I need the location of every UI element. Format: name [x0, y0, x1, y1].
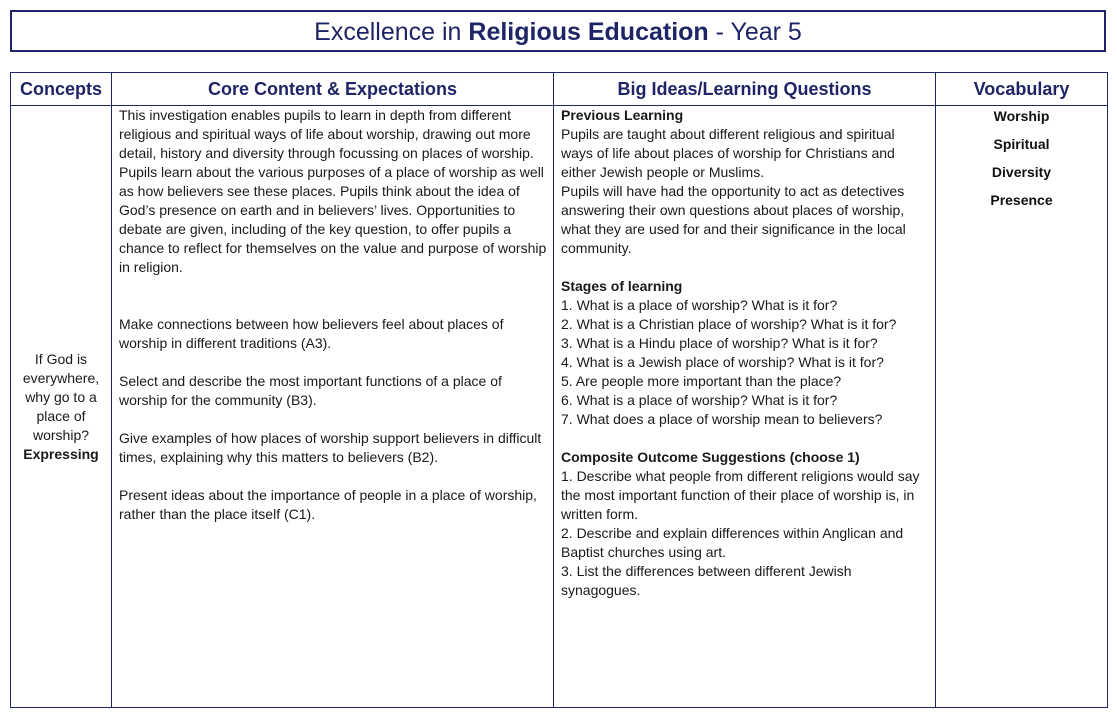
page-title: [10, 10, 1106, 52]
title-bold: Religious Education: [468, 18, 709, 46]
vocab-word: Spiritual: [993, 136, 1050, 152]
key-question: If God is everywhere, why go to a place of worship?: [22, 350, 100, 443]
list-item: 2. Describe and explain differences within Anglican and Baptist churches using art.: [561, 525, 904, 560]
previous-learning-text: Pupils will have had the opportunity to act as detectives answering their own questions about places of worship, what they are used for and their significance in the local community.: [561, 183, 906, 256]
header-core-content: Core Content & Expectations: [112, 73, 554, 106]
vocab-word: Diversity: [991, 164, 1052, 180]
core-content-cell: [112, 106, 554, 708]
header-row: [11, 73, 1108, 106]
core-intro: This investigation enables pupils to learn in depth from different religious and spiritual ways of life about worship, drawing out more detail, history and diversity through focussing on places of worship. Pupils learn about the various purposes of a place of worship as well as how believers see these places. Pupils think about the idea of God’s presence on earth and in believers’ lives. Opportunities to debate are given, including of the key question, to offer pupils a chance to reflect for themselves on the value and purpose of worship in religion.: [119, 107, 547, 275]
list-item: 4. What is a Jewish place of worship? What is it for?: [561, 354, 884, 370]
vocab-word: Presence: [990, 192, 1053, 208]
header-big-ideas: Big Ideas/Learning Questions: [554, 73, 936, 106]
composite-list: [561, 467, 929, 600]
list-item: 6. What is a place of worship? What is it for?: [561, 392, 838, 408]
title-suffix: - Year 5: [715, 18, 802, 46]
concepts-cell: [11, 106, 112, 708]
big-ideas-cell: [554, 106, 936, 708]
vocabulary-cell: [936, 106, 1108, 708]
expectation-item: Give examples of how places of worship support believers in difficult times, explaining why this matters to believers (B2).: [119, 430, 542, 465]
concept-label: Expressing: [23, 445, 99, 462]
composite-heading: Composite Outcome Suggestions (choose 1): [561, 449, 860, 465]
previous-learning-heading: Previous Learning: [561, 107, 684, 123]
list-item: 3. What is a Hindu place of worship? What is it for?: [561, 335, 878, 351]
list-item: 1. Describe what people from different religions would say the most important function of their place of worship is, in written form.: [561, 468, 920, 522]
list-item: 7. What does a place of worship mean to believers?: [561, 411, 883, 427]
expectation-item: Make connections between how believers feel about places of worship in different traditions (A3).: [119, 316, 504, 351]
expectation-item: Select and describe the most important functions of a place of worship for the community (B3).: [119, 373, 502, 408]
header-concepts: Concepts: [11, 73, 112, 106]
list-item: 3. List the differences between different Jewish synagogues.: [561, 563, 852, 598]
stages-list: [561, 296, 929, 429]
list-item: 5. Are people more important than the place?: [561, 373, 842, 389]
header-vocabulary: Vocabulary: [936, 73, 1108, 106]
expectation-item: Present ideas about the importance of people in a place of worship, rather than the place itself (C1).: [119, 487, 537, 522]
curriculum-table: [10, 72, 1108, 708]
previous-learning-text: Pupils are taught about different religious and spiritual ways of life about places of worship for Christians and either Jewish people or Muslims.: [561, 126, 895, 180]
content-row: [11, 106, 1108, 708]
list-item: 2. What is a Christian place of worship? What is it for?: [561, 316, 897, 332]
stages-heading: Stages of learning: [561, 278, 683, 294]
title-prefix: Excellence in: [314, 18, 462, 46]
vocab-word: Worship: [993, 108, 1050, 124]
list-item: 1. What is a place of worship? What is it for?: [561, 297, 838, 313]
